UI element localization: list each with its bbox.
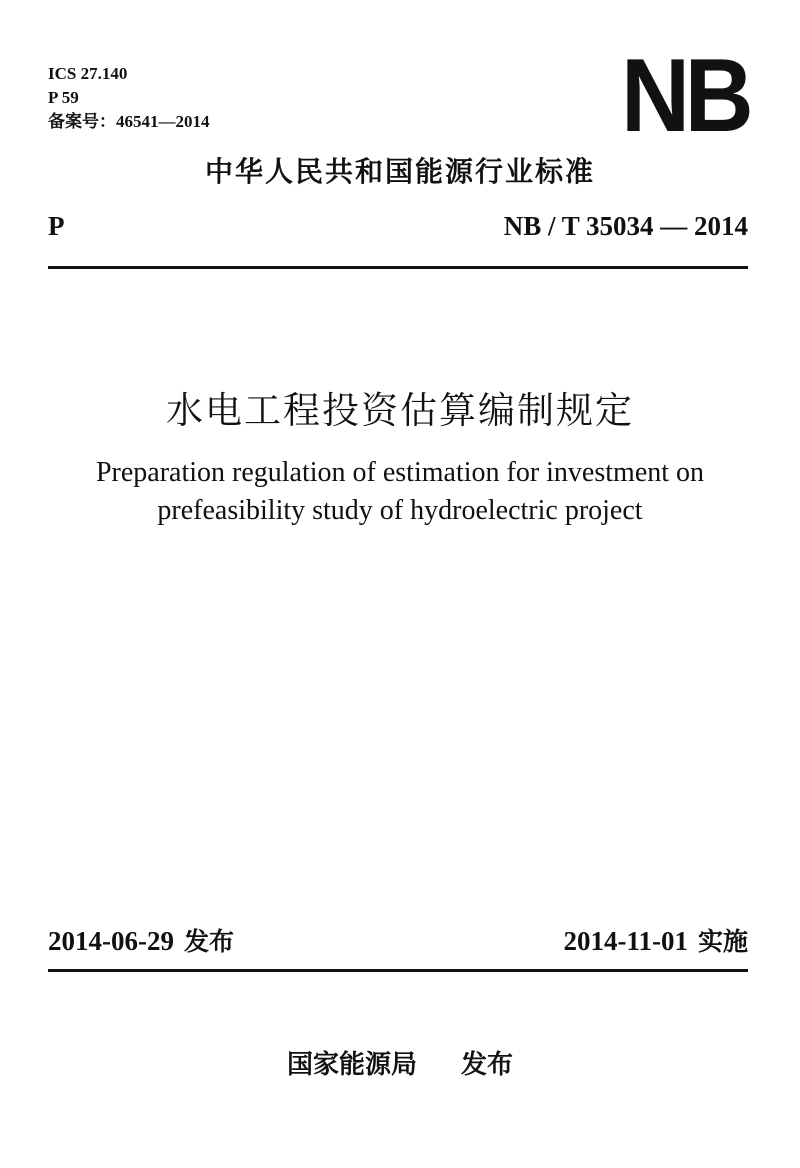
publisher-name: 国家能源局 [286,1050,417,1080]
ics-code: ICS 27.140 [48,64,128,83]
issue-date-block [48,924,234,959]
standard-number: NB / T 35034 — 2014 [503,211,748,241]
english-title-line-2: prefeasibility study of hydroelectric project [157,495,643,526]
english-title-line-1: Preparation regulation of estimation for investment on [95,457,705,488]
bottom-divider [48,969,748,972]
category-letter: P [48,211,65,241]
implementation-date-block [563,924,748,959]
nb-logo: NB [620,38,748,154]
record-number: 46541—2014 [116,112,210,131]
issue-date: 2014-06-29 [48,926,174,956]
implementation-date: 2014-11-01 [563,926,688,956]
record-number-line [48,110,210,134]
implementation-label: 实施 [697,927,748,956]
top-divider [48,266,748,269]
issue-label: 发布 [183,927,234,956]
record-label: 备案号： [48,112,116,131]
classification-code: P 59 [48,88,79,107]
document-title-english [0,454,800,530]
document-metadata [48,62,210,134]
industry-standard-heading: 中华人民共和国能源行业标准 [204,155,595,188]
publisher-label: 发布 [461,1050,514,1080]
publisher-line [0,1046,800,1084]
document-title-chinese: 水电工程投资估算编制规定 [166,389,634,432]
